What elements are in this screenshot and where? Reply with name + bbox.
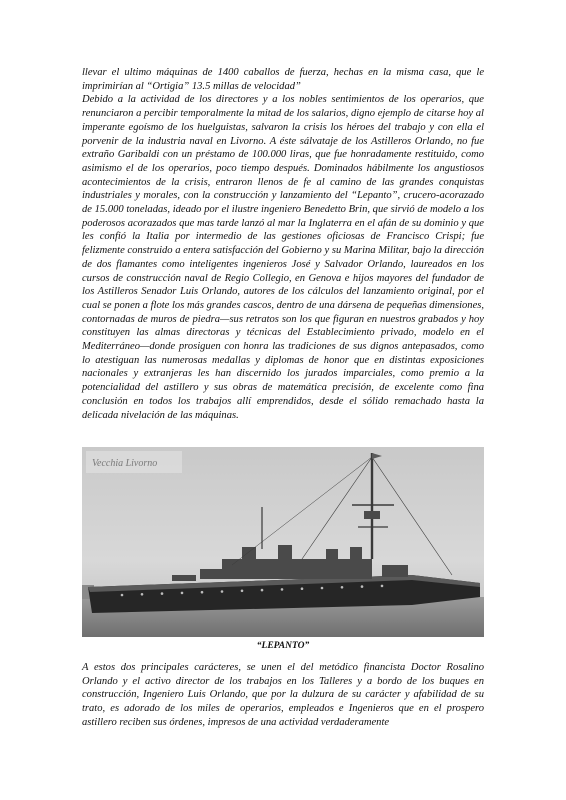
ship-illustration	[82, 447, 484, 637]
paragraph: Debido a la actividad de los directores y a los nobles sentimientos de los operarios, que renunciaron a percibir temporalmente la mitad de los salarios, digno ejemplo de citarse hoy al imperante egoísmo de los huelguistas, salvaron la crisis los héroes del trabajo y con ella el porvenir de la industria naval en Livorno. A éste sálvataje de los Astilleros Orlando, no fue extraño Garibaldi con un préstamo de 100.000 liras, que fue honradamente restituido, como asimismo el de los operarios, poco tiempo después. Dominados hábilmente los angustiosos acontecimientos de la crisis, entraron llenos de fe al camino de las grandes conquistas industriales y morales, con la construcción y lanzamiento del “Lepanto”, crucero-acorazado de 15.000 toneladas, ideado por el ilustre ingeniero Benedetto Brin, que sirvió de modelo a los poderosos acorazados que mas tarde lanzó al mar la Inglaterra en el afán de su dominio y que les confió la Italia por intermedio de las gestiones oficiosas de Francisco Crispi; fue felizmente construido a entera satisfacción del Gobierno y su Marina Militar, bajo la dirección de dos flamantes como inteligentes ingenieros José y Salvador Orlando, laureados en los cursos de construcción naval de Regio Collegio, en Genova e hijos mayores del fundador de los Astilleros Senador Luis Orlando, autores de los cálculos del lanzamiento original, por el cual se ponen a flote los más grandes cascos, dentro de una dársena de pequeñas dimensiones, contornadas de muros de piedra—sus retratos son los que figuran en nuestros grabados y hoy constituyen las almas directoras y técnicas del Establecimiento privado, modelo en el Mediterráneo—donde prosiguen con honra las tradiciones de sus dignos antepasados, como lo atestiguan las numerosas medallas y diplomas de honor que en distintas exposiciones nacionales y extranjeras les han discernido los jurados imparciales, como premio a la potencialidad del astillero y sus obras de matemática precisión, de excelente como fina conclusión en todos los trabajos allí emprendidos, desde el sólido remachado hasta la delicada nivelación de las máquinas.	[82, 94, 484, 421]
photo-watermark: Vecchia Livorno	[92, 458, 158, 469]
paragraph: A estos dos principales carácteres, se unen el del metódico financista Doctor Rosalino Orlando y el activo director de los trabajos en los Talleres y a bordo de los buques en construcción, Ingeniero Luis Orlando, que por la dulzura de su carácter y afabilidad de su trato, es adorado de los miles de operarios, empleados e Ingenieros que en el prospero astillero reciben sus órdenes, impresos de una actividad verdaderamente	[82, 662, 484, 728]
top-text-block	[82, 66, 484, 422]
ship-photo	[82, 447, 484, 637]
bottom-text-block	[82, 661, 484, 730]
photo-caption: “LEPANTO”	[256, 641, 310, 651]
paragraph: llevar el ultimo máquinas de 1400 caballos de fuerza, hechas en la misma casa, que le imprimirían al “Ortigia” 13.5 millas de velocidad”	[82, 67, 484, 92]
